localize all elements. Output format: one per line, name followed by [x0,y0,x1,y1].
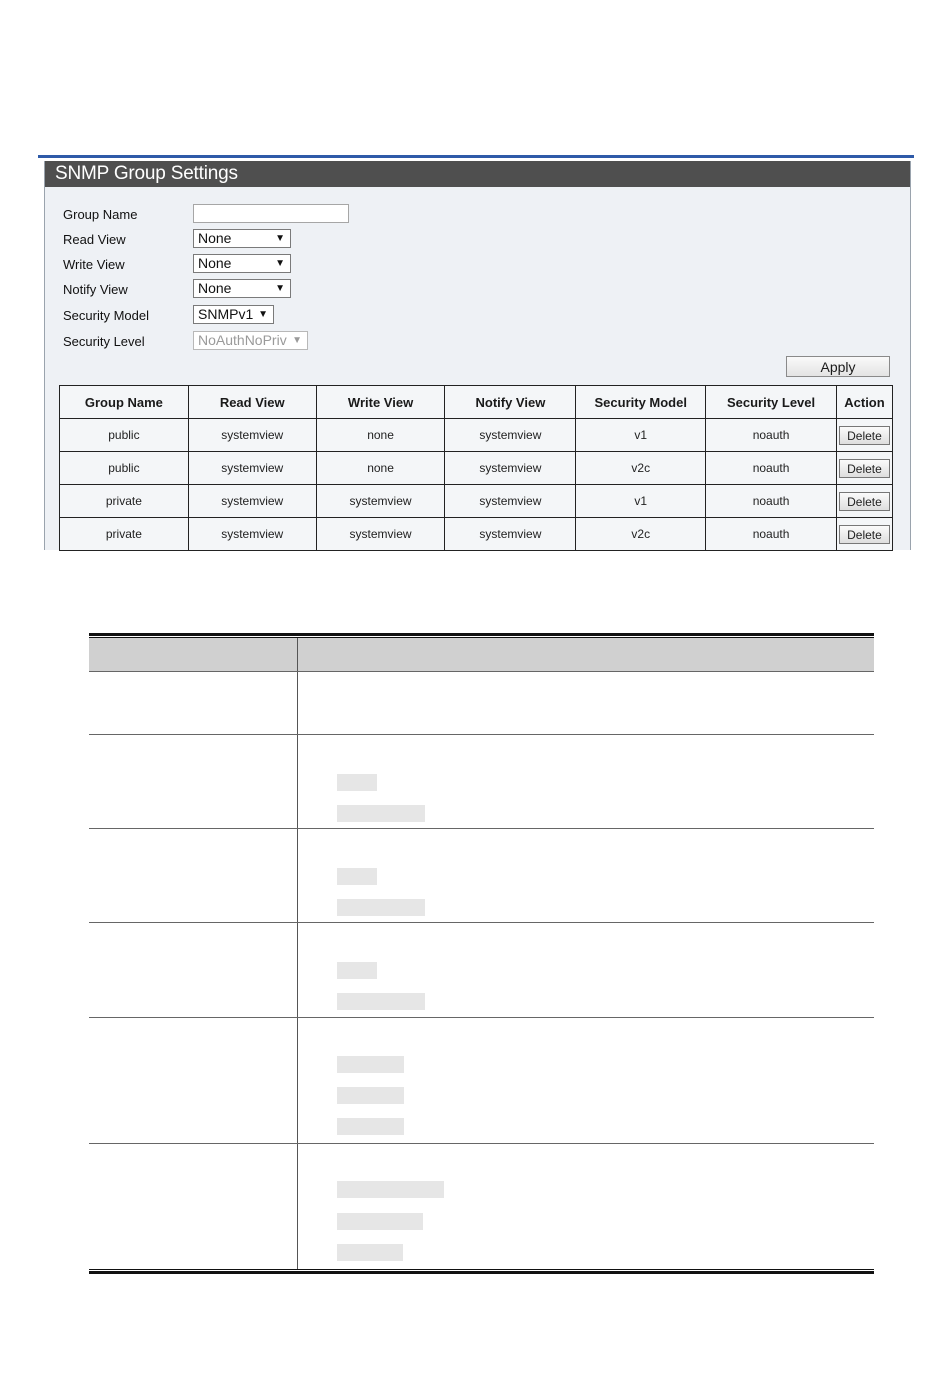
cell-group-name: public [60,452,189,485]
redacted-text-bar [337,962,377,979]
cell-security-model: v1 [576,485,706,518]
description-row [89,1143,874,1269]
cell-action [836,518,892,551]
table-row [60,419,893,452]
table-row [60,518,893,551]
delete-button[interactable]: Delete [839,525,890,544]
cell-read-view: systemview [188,452,316,485]
column-divider [297,672,298,734]
description-table-header [89,638,874,671]
description-row [89,734,874,828]
notify-view-select[interactable] [193,279,291,298]
chevron-down-icon: ▼ [292,335,302,346]
notify-view-label: Notify View [63,282,128,297]
redacted-text-bar [337,899,425,916]
read-view-label: Read View [63,232,126,247]
cell-read-view: systemview [188,419,316,452]
group-name-label: Group Name [63,207,138,222]
cell-action [836,419,892,452]
col-header-security-model: Security Model [576,386,706,419]
chevron-down-icon: ▼ [275,258,285,269]
security-level-value: NoAuthNoPriv [198,332,287,348]
table-header-row [60,386,893,419]
write-view-label: Write View [63,257,125,272]
group-name-input[interactable] [193,204,349,223]
cell-security-level: noauth [706,485,837,518]
redacted-text-bar [337,1213,423,1230]
column-divider [297,735,298,828]
redacted-text-bar [337,1118,404,1135]
column-divider [297,1144,298,1269]
cell-security-level: noauth [706,518,837,551]
cell-action [836,452,892,485]
cell-security-model: v1 [576,419,706,452]
cell-write-view: systemview [316,485,445,518]
col-header-read-view: Read View [188,386,316,419]
cell-write-view: systemview [316,518,445,551]
description-row [89,922,874,1017]
panel-title: SNMP Group Settings [45,161,910,187]
cell-security-model: v2c [576,452,706,485]
security-model-value: SNMPv1 [198,306,254,322]
cell-security-level: noauth [706,452,837,485]
table-top-rule [89,633,874,636]
cell-write-view: none [316,419,445,452]
cell-notify-view: systemview [445,518,576,551]
snmp-group-table [59,385,893,551]
cell-group-name: private [60,485,189,518]
col-header-group-name: Group Name [60,386,189,419]
write-view-select[interactable] [193,254,291,273]
delete-button[interactable]: Delete [839,459,890,478]
cell-action [836,485,892,518]
chevron-down-icon: ▼ [275,283,285,294]
cell-write-view: none [316,452,445,485]
chevron-down-icon: ▼ [258,309,268,320]
column-divider [297,1018,298,1143]
cell-read-view: systemview [188,518,316,551]
description-row [89,828,874,922]
security-model-label: Security Model [63,308,149,323]
write-view-value: None [198,255,232,271]
col-header-write-view: Write View [316,386,445,419]
delete-button[interactable]: Delete [839,492,890,511]
delete-button[interactable]: Delete [839,426,890,445]
cell-group-name: public [60,419,189,452]
redacted-text-bar [337,1056,404,1073]
cell-security-level: noauth [706,419,837,452]
cell-read-view: systemview [188,485,316,518]
redacted-text-bar [337,1087,404,1104]
redacted-text-bar [337,774,377,791]
table-row [60,485,893,518]
column-divider [297,638,298,671]
redacted-text-bar [337,805,425,822]
read-view-select[interactable] [193,229,291,248]
col-header-notify-view: Notify View [445,386,576,419]
column-divider [297,829,298,922]
table-row [60,452,893,485]
description-row [89,671,874,734]
redacted-text-bar [337,868,377,885]
description-row [89,1017,874,1143]
snmp-group-settings-panel [44,161,911,550]
security-level-label: Security Level [63,334,145,349]
chevron-down-icon: ▼ [275,233,285,244]
cell-security-model: v2c [576,518,706,551]
apply-button[interactable]: Apply [786,356,890,377]
parameter-description-table [89,633,874,1274]
header-accent-line [38,155,914,158]
cell-group-name: private [60,518,189,551]
redacted-text-bar [337,1244,403,1261]
cell-notify-view: systemview [445,485,576,518]
cell-notify-view: systemview [445,452,576,485]
column-divider [297,923,298,1017]
col-header-action: Action [836,386,892,419]
notify-view-value: None [198,280,232,296]
security-model-select[interactable] [193,305,274,324]
table-bottom-rule [89,1269,874,1270]
col-header-security-level: Security Level [706,386,837,419]
redacted-text-bar [337,993,425,1010]
cell-notify-view: systemview [445,419,576,452]
read-view-value: None [198,230,232,246]
redacted-text-bar [337,1181,444,1198]
security-level-select [193,331,308,350]
table-bottom-rule [89,1271,874,1274]
